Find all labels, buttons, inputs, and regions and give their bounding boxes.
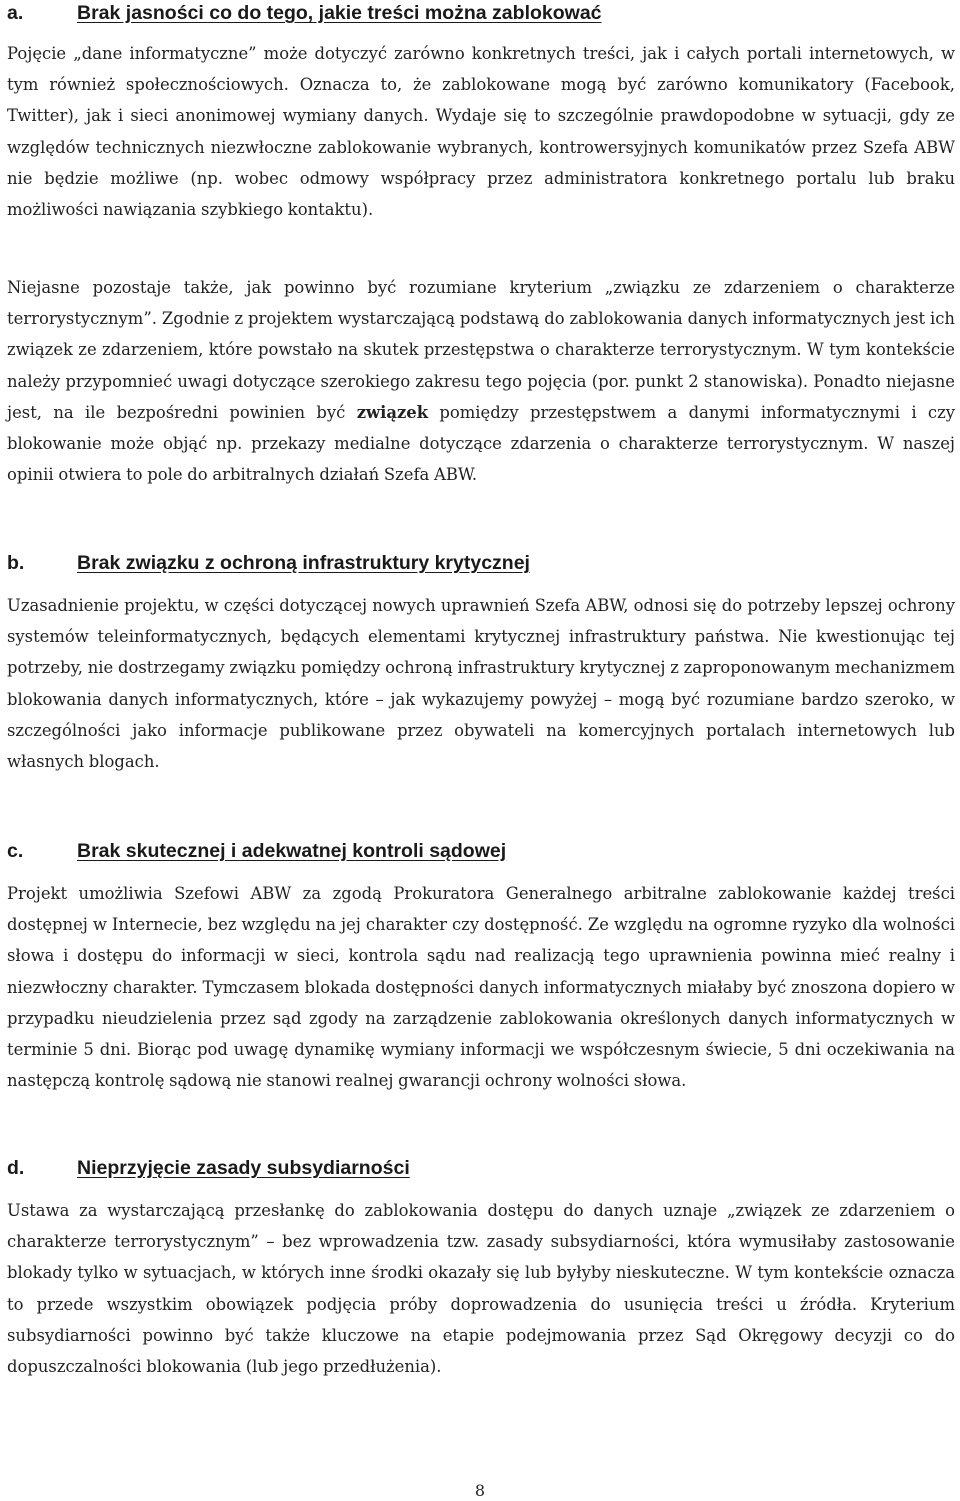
- section-letter: a.: [7, 2, 24, 24]
- section-a: [7, 0, 955, 485]
- section-c: [7, 838, 955, 1091]
- paragraph: Ustawa za wystarczającą przesłankę do zablokowania dostępu do danych uznaje „związek ze zdarzeniem o charakterze terrorystycznym” – bez wprowadzenia tzw. zasady subsydiarności, która wymusiłaby zastosowanie blokady tylko w sytuacjach, w których inne środki okazały się lub byłyby nieskuteczne. W tym kontekście oznacza to przede wszystkim obowiązek podjęcia próby doprowadzenia do usunięcia treści u źródła. Kryterium subsydiarności powinno być także kluczowe na etapie podejmowania przez Sąd Okręgowy decyzji co do dopuszczalności blokowania (lub jego przedłużenia).: [7, 1201, 955, 1377]
- paragraph: [7, 272, 955, 490]
- paragraph: Uzasadnienie projektu, w części dotyczącej nowych uprawnień Szefa ABW, odnosi się do potrzeby lepszej ochrony systemów teleinformatycznych, będących elementami krytycznej infrastruktury państwa. Nie kwestionując tej potrzeby, nie dostrzegamy związku pomiędzy ochroną infrastruktury krytycznej z zaproponowanym mechanizmem blokowania danych informatycznych, które – jak wykazujemy powyżej – mogą być rozumiane bardzo szeroko, w szczególności jako informacje publikowane przez obywateli na komercyjnych portalach internetowych lub własnych blogach.: [7, 596, 955, 772]
- section-title: Brak związku z ochroną infrastruktury krytycznej: [77, 552, 530, 574]
- paragraph: Pojęcie „dane informatyczne” może dotyczyć zarówno konkretnych treści, jak i całych portali internetowych, w tym również społecznościowych. Oznacza to, że zablokowane mogą być zarówno komunikatory (Facebook, Twitter), jak i sieci anonimowej wymiany danych. Wydaje się to szczególnie prawdopodobne w sytuacji, gdy ze względów technicznych niezwłoczne zablokowanie wybranych, kontrowersyjnych komunikatów przez Szefa ABW nie będzie możliwe (np. wobec odmowy współpracy przez administratora konkretnego portalu lub braku możliwości nawiązania szybkiego kontaktu).: [7, 44, 955, 220]
- paragraph-text: pomiędzy przestępstwem a danymi informatycznymi i czy blokowanie może objąć np. przekazy medialne dotyczące zdarzenia o charakterze terrorystycznym. W naszej opinii otwiera to pole do arbitralnych działań Szefa ABW.: [7, 402, 955, 485]
- section-letter: c.: [7, 840, 24, 862]
- section-title: Brak jasności co do tego, jakie treści można zablokować: [77, 2, 602, 24]
- emphasis-text: związek: [356, 402, 429, 422]
- page-number: 8: [474, 1481, 486, 1500]
- section-heading: [7, 838, 955, 864]
- section-heading: [7, 550, 955, 576]
- paragraph: Projekt umożliwia Szefowi ABW za zgodą Prokuratora Generalnego arbitralne zablokowanie każdej treści dostępnej w Internecie, bez względu na jej charakter czy dostępność. Ze względu na ogromne ryzyko dla wolności słowa i dostępu do informacji w sieci, kontrola sądu nad realizacją tego uprawnienia powinna mieć realny i niezwłoczny charakter. Tymczasem blokada dostępności danych informatycznych miałaby być znoszona dopiero w przypadku nieudzielenia przez sąd zgody na zarządzenie zablokowania określonych danych informatycznych w terminie 5 dni. Biorąc pod uwagę dynamikę wymiany informacji we współczesnym świecie, 5 dni oczekiwania na następczą kontrolę sądową nie stanowi realnej gwarancji ochrony wolności słowa.: [7, 884, 955, 1091]
- section-title: Nieprzyjęcie zasady subsydiarności: [77, 1157, 410, 1179]
- paragraph-text: Niejasne pozostaje także, jak powinno być rozumiane kryterium „związku ze zdarzeniem o charakterze terrorystycznym”. Zgodnie z projektem wystarczającą podstawą do zablokowania danych informatycznych jest ich związek ze zdarzeniem, które powstało na skutek przestępstwa o charakterze terrorystycznym. W tym kontekście należy przypomnieć uwagi dotyczące szerokiego zakresu tego pojęcia (por. punkt 2 stanowiska). Ponadto niejasne jest, na ile bezpośredni powinien być: [7, 278, 955, 422]
- section-b: [7, 550, 955, 772]
- section-d: [7, 1155, 955, 1377]
- section-title: Brak skutecznej i adekwatnej kontroli sądowej: [77, 840, 507, 862]
- section-heading: [7, 1155, 955, 1181]
- section-letter: d.: [7, 1157, 25, 1179]
- section-heading: [7, 0, 955, 28]
- section-letter: b.: [7, 552, 25, 574]
